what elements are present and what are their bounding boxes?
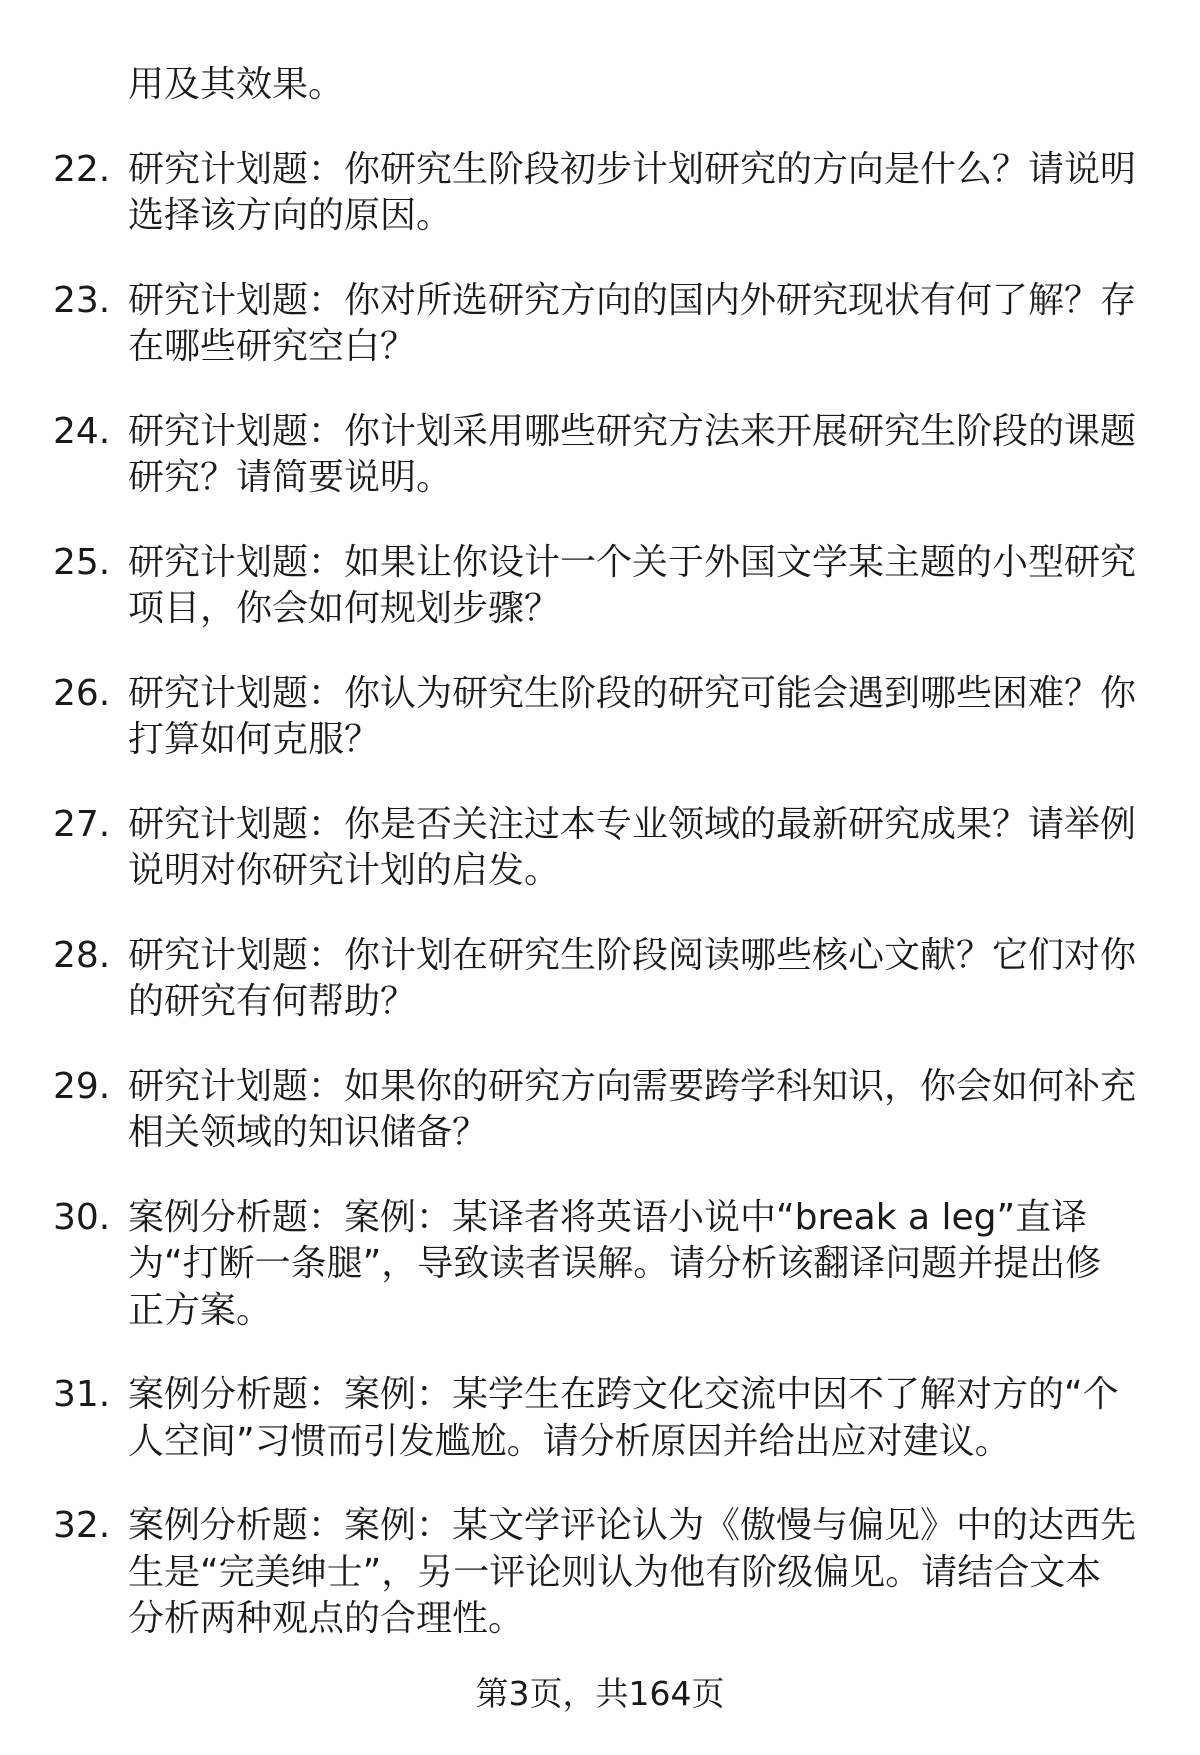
item-text: 研究计划题：你计划在研究生阶段阅读哪些核心文献？它们对你 的研究有何帮助？: [128, 934, 1137, 1022]
item-text: 研究计划题：你计划采用哪些研究方法来开展研究生阶段的课题 研究？请简要说明。: [128, 410, 1137, 498]
item-text: 案例分析题：案例：某学生在跨文化交流中因不了解对方的“个 人空间”习惯而引发尴尬。请分析原因并给出应对建议。: [128, 1374, 1119, 1462]
item-number: 29.: [53, 1065, 111, 1107]
item-text: 研究计划题：你认为研究生阶段的研究可能会遇到哪些困难？你 打算如何克服？: [128, 672, 1137, 760]
list-item: [53, 933, 1163, 1026]
list-item: [53, 278, 1163, 371]
item-text: 研究计划题：你对所选研究方向的国内外研究现状有何了解？存 在哪些研究空白？: [128, 279, 1137, 367]
list-item: [53, 1503, 1163, 1643]
item-text: 案例分析题：案例：某译者将英语小说中“break a leg”直译 为“打断一条腿”，导致读者误解。请分析该翻译问题并提出修 正方案。: [128, 1196, 1102, 1331]
item-text: 研究计划题：你研究生阶段初步计划研究的方向是什么？请说明 选择该方向的原因。: [128, 148, 1137, 236]
item-text: 研究计划题：如果你的研究方向需要跨学科知识，你会如何补充 相关领域的知识储备？: [128, 1065, 1137, 1153]
page-footer: 第3页，共164页: [475, 1674, 725, 1713]
item-number: 25.: [53, 541, 111, 583]
item-text: 研究计划题：你是否关注过本专业领域的最新研究成果？请举例 说明对你研究计划的启发。: [128, 803, 1137, 891]
list-item: [53, 409, 1163, 502]
item-number: 28.: [53, 934, 111, 976]
item-number: 23.: [53, 279, 111, 321]
item-text: 研究计划题：如果让你设计一个关于外国文学某主题的小型研究 项目，你会如何规划步骤？: [128, 541, 1137, 629]
item-number: 22.: [53, 148, 111, 190]
item-text: 案例分析题：案例：某文学评论认为《傲慢与偏见》中的达西先 生是“完美绅士”，另一评论则认为他有阶级偏见。请结合文本 分析两种观点的合理性。: [128, 1505, 1137, 1639]
list-item: [53, 1372, 1163, 1465]
list-item: [53, 540, 1163, 633]
item-number: 27.: [53, 803, 111, 845]
list-item: [53, 147, 1163, 240]
item-number: 24.: [53, 410, 111, 452]
question-list: [53, 62, 1163, 1681]
list-item: [53, 802, 1163, 895]
list-item: [53, 671, 1163, 764]
list-item: [53, 1195, 1163, 1335]
continuation-text: 用及其效果。: [128, 64, 345, 105]
item-number: 32.: [53, 1505, 111, 1546]
list-item: [53, 1064, 1163, 1157]
item-number: 30.: [53, 1196, 111, 1238]
item-number: 26.: [53, 672, 111, 714]
item-number: 31.: [53, 1374, 111, 1415]
